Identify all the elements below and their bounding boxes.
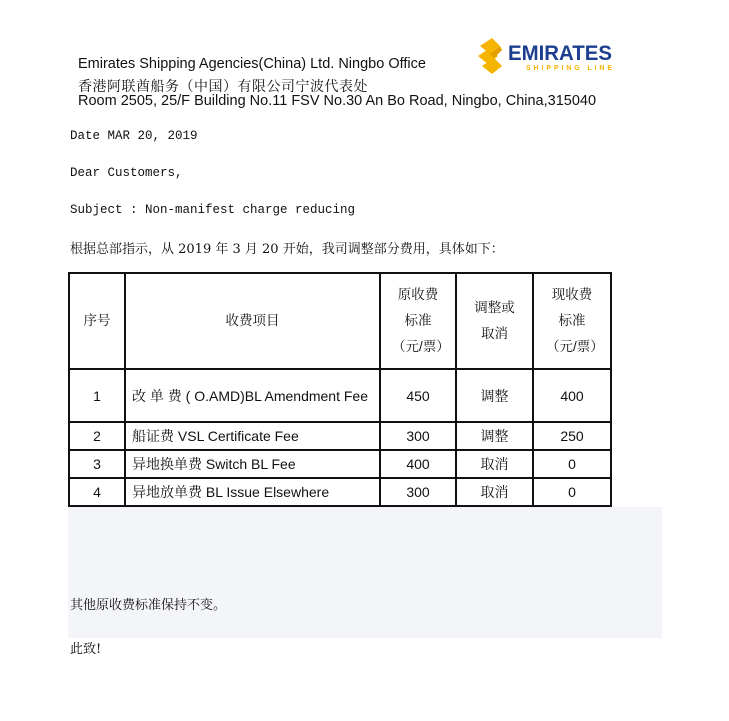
letter-greeting: Dear Customers, bbox=[70, 166, 183, 180]
header-current-rate: 现收费标准（元/票） bbox=[533, 273, 611, 369]
table-row bbox=[69, 369, 611, 422]
cell-item: 船证费 VSL Certificate Fee bbox=[125, 422, 380, 450]
header-action: 调整或取消 bbox=[456, 273, 533, 369]
cell-item: 异地放单费 BL Issue Elsewhere bbox=[125, 478, 380, 506]
cell-action: 取消 bbox=[456, 450, 533, 478]
svg-text:EMIRATES: EMIRATES bbox=[508, 42, 612, 65]
cell-original-rate: 400 bbox=[380, 450, 456, 478]
company-address: Room 2505, 25/F Building No.11 FSV No.30 An Bo Road, Ningbo, China,315040 bbox=[78, 93, 597, 109]
letter-date: Date MAR 20, 2019 bbox=[70, 129, 198, 143]
cell-no: 4 bbox=[69, 478, 125, 506]
remark-panel bbox=[68, 507, 662, 638]
cell-current-rate: 400 bbox=[533, 369, 611, 422]
cell-current-rate: 250 bbox=[533, 422, 611, 450]
cell-original-rate: 450 bbox=[380, 369, 456, 422]
cell-current-rate: 0 bbox=[533, 478, 611, 506]
fee-table bbox=[68, 272, 612, 507]
table-row bbox=[69, 450, 611, 478]
letter-subject: Subject : Non-manifest charge reducing bbox=[70, 203, 356, 217]
header-original-rate: 原收费标准（元/票） bbox=[380, 273, 456, 369]
letter-intro: 根据总部指示，从 2019 年 3 月 20 开始，我司调整部分费用，具体如下： bbox=[70, 242, 504, 257]
table-header-row bbox=[69, 273, 611, 369]
cell-action: 调整 bbox=[456, 422, 533, 450]
cell-action: 取消 bbox=[456, 478, 533, 506]
cell-no: 3 bbox=[69, 450, 125, 478]
header-item: 收费项目 bbox=[125, 273, 380, 369]
svg-text:SHIPPING LINE: SHIPPING LINE bbox=[526, 65, 612, 72]
company-name: Emirates Shipping Agencies(China) Ltd. Ningbo Office bbox=[78, 56, 426, 72]
cell-no: 1 bbox=[69, 369, 125, 422]
emirates-flame-icon bbox=[476, 36, 616, 78]
emirates-logo bbox=[476, 36, 616, 78]
letter-closing: 此致! bbox=[70, 642, 102, 657]
letter-remark: 其他原收费标准保持不变。 bbox=[70, 598, 227, 613]
company-name-chinese: 香港阿联酋船务（中国）有限公司宁波代表处 bbox=[78, 79, 368, 95]
cell-no: 2 bbox=[69, 422, 125, 450]
cell-original-rate: 300 bbox=[380, 422, 456, 450]
cell-original-rate: 300 bbox=[380, 478, 456, 506]
table-row bbox=[69, 422, 611, 450]
cell-current-rate: 0 bbox=[533, 450, 611, 478]
table-row bbox=[69, 478, 611, 506]
header-no: 序号 bbox=[69, 273, 125, 369]
cell-action: 调整 bbox=[456, 369, 533, 422]
cell-item: 改 单 费 ( O.AMD)BL Amendment Fee bbox=[125, 369, 380, 422]
cell-item: 异地换单费 Switch BL Fee bbox=[125, 450, 380, 478]
